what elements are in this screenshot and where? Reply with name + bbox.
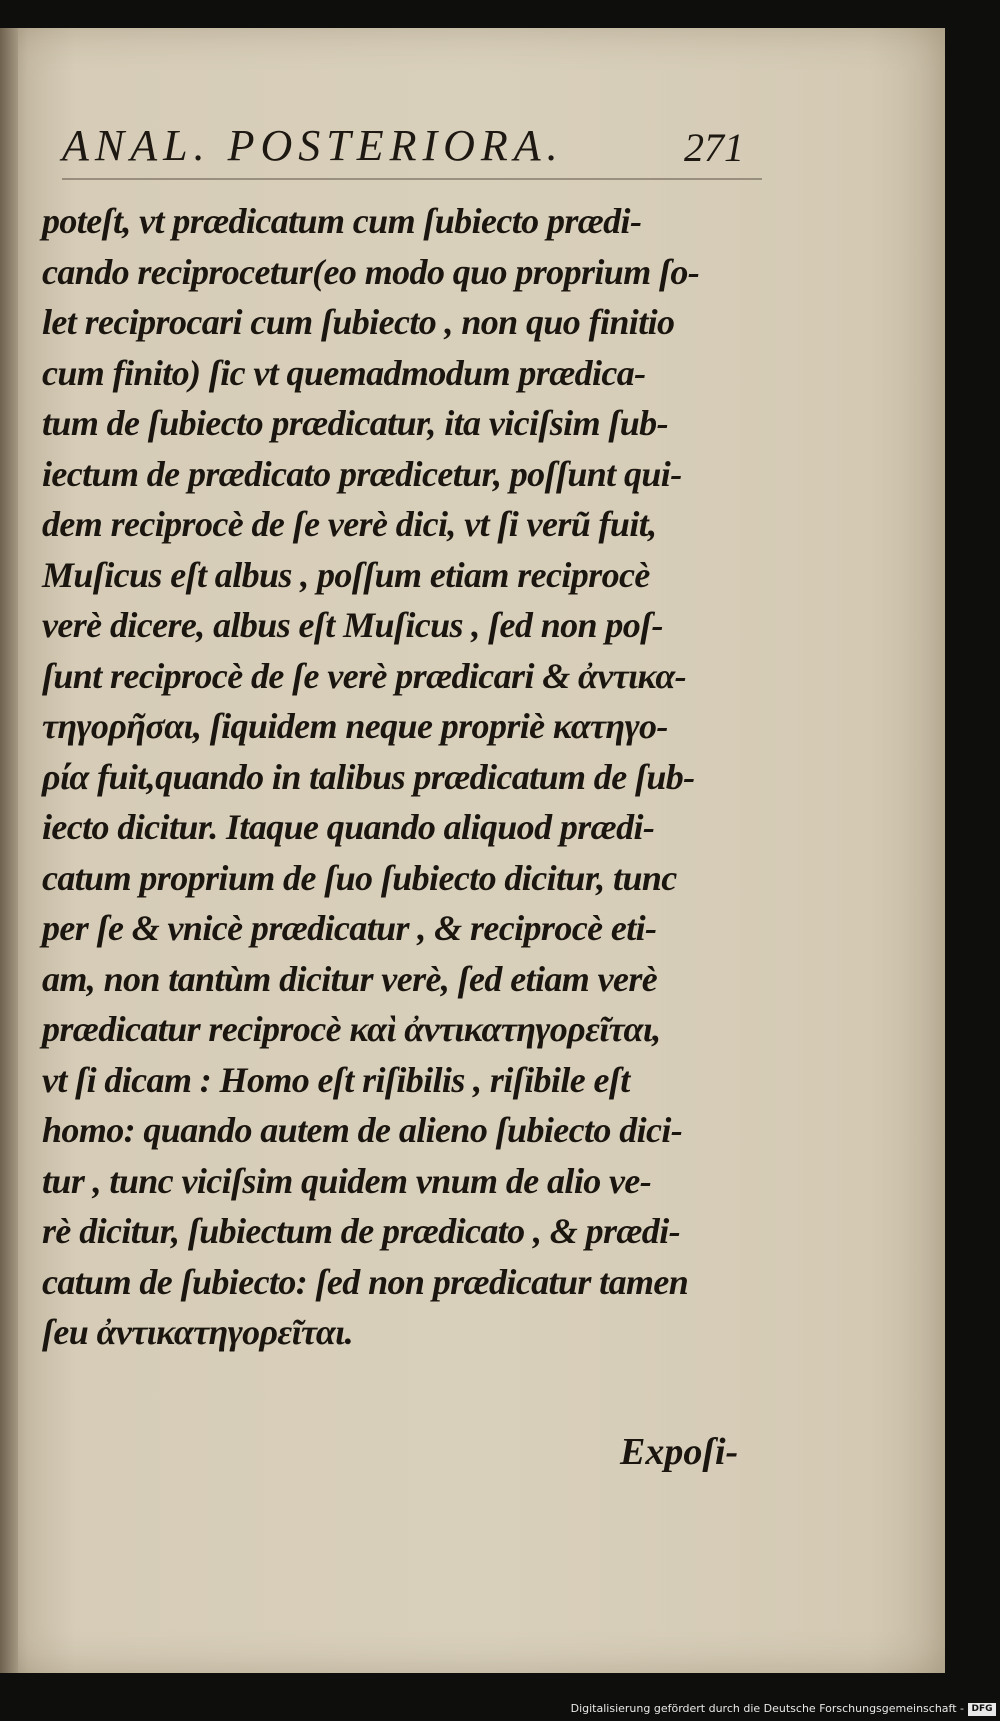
- text-line: iectum de prædicato prædicetur, poſſunt qui-: [42, 453, 682, 494]
- text-line: let reciprocari cum ſubiecto , non quo finitio: [42, 302, 675, 342]
- text-line: τηγορῆσαι, ſiquidem neque propriè κατηγο-: [42, 706, 668, 746]
- text-line: iecto dicitur. Itaque quando aliquod prædi-: [42, 807, 655, 847]
- text-line: homo: quando autem de alieno ſubiecto dici-: [42, 1110, 683, 1150]
- page-header: [62, 120, 762, 182]
- page-gutter: [0, 28, 18, 1673]
- running-title: ANAL. POSTERIORA.: [62, 121, 564, 170]
- text-line: ρία fuit,quando in talibus prædicatum de ſub-: [42, 756, 695, 797]
- text-line: cum finito) ſic vt quemadmodum prædica-: [42, 352, 646, 393]
- footer-bar: [0, 1700, 1000, 1721]
- text-line: tum de ſubiecto prædicatur, ita viciſsim ſub-: [42, 403, 668, 443]
- text-line: poteſt, vt prædicatum cum ſubiecto prædi-: [42, 201, 642, 241]
- text-line: tur , tunc viciſsim quidem vnum de alio ve-: [42, 1160, 652, 1201]
- text-line: rè dicitur, ſubiectum de prædicato , & prædi-: [42, 1211, 680, 1251]
- catchword: Expoſi-: [620, 1431, 739, 1473]
- text-line: cando reciprocetur(eo modo quo proprium ſo-: [42, 251, 700, 292]
- book-page: [0, 28, 945, 1673]
- text-line: prædicatur reciprocè καὶ ἀντικατηγορεῖται,: [42, 1009, 661, 1049]
- text-line: Muſicus eſt albus , poſſum etiam reciprocè: [42, 554, 650, 595]
- digitization-credit: Digitalisierung gefördert durch die Deutsche Forschungsgemeinschaft -: [570, 1702, 964, 1715]
- text-line: per ſe & vnicè prædicatur , & reciprocè eti-: [42, 908, 657, 948]
- text-line: am, non tantùm dicitur verè, ſed etiam verè: [42, 958, 658, 999]
- text-line: ſunt reciprocè de ſe verè prædicari & ἀντικα-: [42, 655, 687, 696]
- page-number: 271: [684, 125, 744, 170]
- text-line: verè dicere, albus eſt Muſicus , ſed non poſ-: [42, 605, 663, 645]
- text-line: catum de ſubiecto: ſed non prædicatur tamen: [42, 1261, 689, 1302]
- text-line: ſeu ἀντικατηγορεῖται.: [42, 1312, 353, 1352]
- text-line: vt ſi dicam : Homo eſt riſibilis , riſibile eſt: [42, 1059, 630, 1100]
- text-line: catum proprium de ſuo ſubiecto dicitur, tunc: [42, 857, 677, 898]
- body-text: [42, 196, 752, 1358]
- text-line: dem reciprocè de ſe verè dici, vt ſi verũ fuit,: [42, 504, 657, 544]
- dfg-logo-icon: DFG: [968, 1703, 996, 1716]
- header-rule: [62, 178, 762, 180]
